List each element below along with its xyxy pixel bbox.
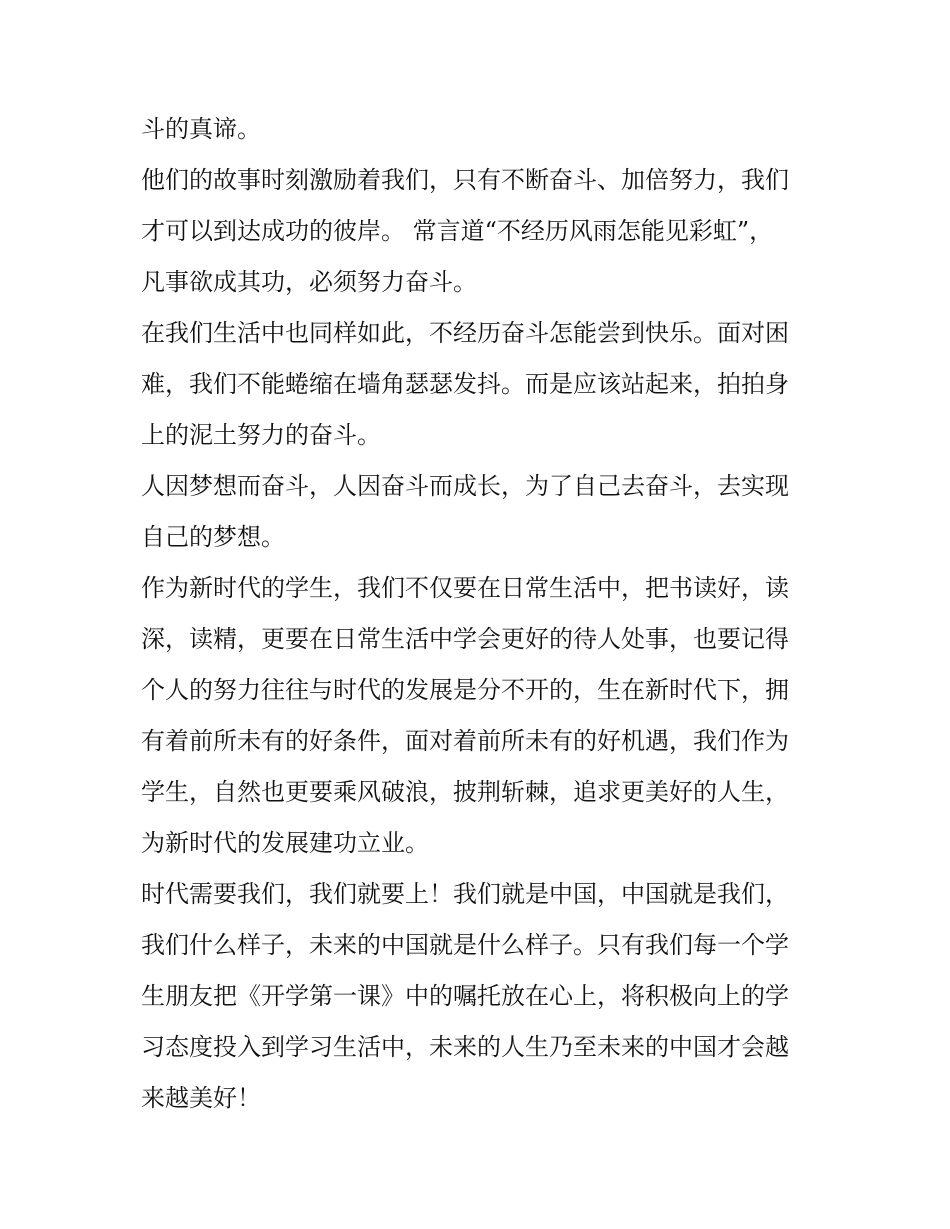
text-line: 来越美好！ [141, 1084, 261, 1112]
text-line: 他们的故事时刻激励着我们，只有不断奋斗、加倍努力，我们 [141, 166, 789, 194]
text-line: 凡事欲成其功，必须努力奋斗。 [141, 268, 477, 296]
text-line: 自己的梦想。 [141, 523, 285, 551]
text-line: 作为新时代的学生，我们不仅要在日常生活中，把书读好，读 [141, 574, 789, 602]
text-line: 人因梦想而奋斗，人因奋斗而成长，为了自己去奋斗，去实现 [141, 472, 789, 500]
body-text [141, 104, 831, 1124]
text-line: 为新时代的发展建功立业。 [141, 829, 429, 857]
text-line: 学生，自然也更要乘风破浪，披荆斩棘，追求更美好的人生， [141, 778, 789, 806]
text-line: 斗的真谛。 [141, 115, 261, 143]
text-line: 我们什么样子，未来的中国就是什么样子。只有我们每一个学 [141, 931, 789, 959]
text-line: 时代需要我们，我们就要上！我们就是中国，中国就是我们， [141, 880, 789, 908]
text-line: 生朋友把《开学第一课》中的嘱托放在心上，将积极向上的学 [141, 982, 789, 1010]
text-line: 才可以到达成功的彼岸。 常言道“不经历风雨怎能见彩虹”， [141, 217, 774, 245]
text-line: 个人的努力往往与时代的发展是分不开的，生在新时代下，拥 [141, 676, 789, 704]
text-line: 习态度投入到学习生活中，未来的人生乃至未来的中国才会越 [141, 1033, 789, 1061]
text-line: 上的泥土努力的奋斗。 [141, 421, 381, 449]
text-line: 在我们生活中也同样如此，不经历奋斗怎能尝到快乐。面对困 [141, 319, 789, 347]
text-line: 有着前所未有的好条件，面对着前所未有的好机遇，我们作为 [141, 727, 789, 755]
text-line: 深，读精，更要在日常生活中学会更好的待人处事，也要记得 [141, 625, 789, 653]
text-line: 难，我们不能蜷缩在墙角瑟瑟发抖。而是应该站起来，拍拍身 [141, 370, 789, 398]
